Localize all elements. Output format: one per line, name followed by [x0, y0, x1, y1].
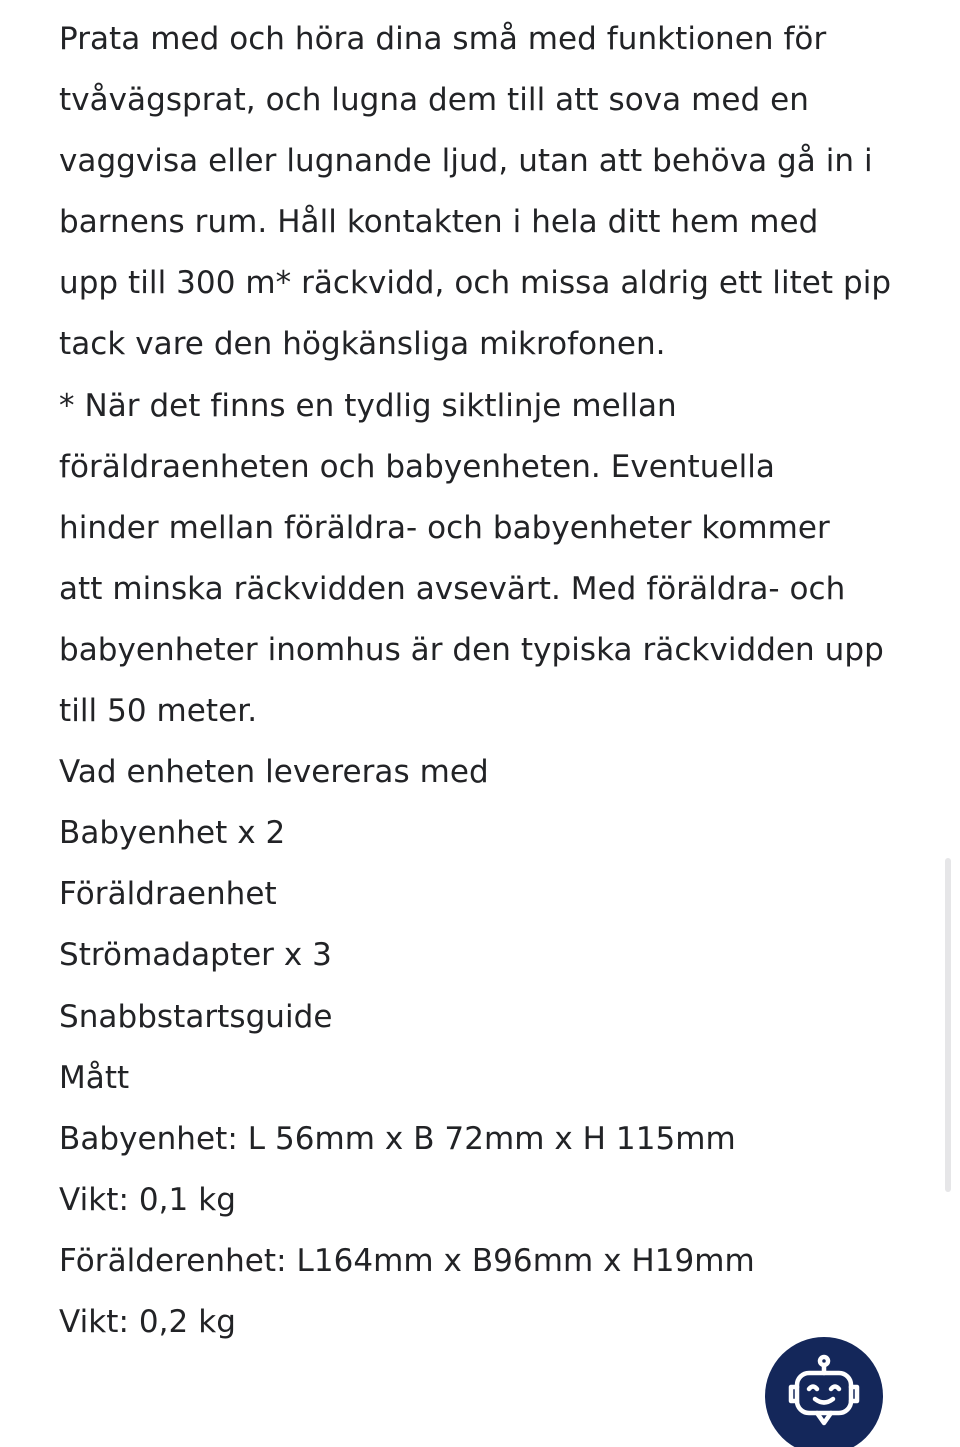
- description-line: barnens rum. Håll kontakten i hela ditt hem med: [59, 204, 819, 241]
- box-contents-item: Babyenhet x 2: [59, 815, 286, 852]
- chat-assistant-button[interactable]: [765, 1337, 883, 1447]
- description-line: tvåvägsprat, och lugna dem till att sova med en: [59, 82, 809, 119]
- chatbot-robot-icon: [779, 1351, 869, 1441]
- description-line: upp till 300 m* räckvidd, och missa aldrig ett litet pip: [59, 265, 892, 302]
- range-footnote-line: hinder mellan föräldra- och babyenheter kommer: [59, 509, 830, 546]
- product-description: [59, 9, 919, 1353]
- box-contents-item: Strömadapter x 3: [59, 937, 332, 974]
- parent-unit-weight: Vikt: 0,2 kg: [59, 1303, 236, 1340]
- baby-unit-weight: Vikt: 0,1 kg: [59, 1181, 236, 1218]
- range-footnote-line: * När det finns en tydlig siktlinje mellan: [59, 387, 677, 424]
- box-contents-heading: Vad enheten levereras med: [59, 754, 489, 791]
- scrollbar-thumb[interactable]: [945, 858, 951, 1192]
- baby-unit-dimensions: Babyenhet: L 56mm x B 72mm x H 115mm: [59, 1120, 736, 1157]
- range-footnote-line: babyenheter inomhus är den typiska räckvidden upp: [59, 631, 884, 668]
- box-contents-item: Föräldraenhet: [59, 876, 277, 913]
- parent-unit-dimensions: Förälderenhet: L164mm x B96mm x H19mm: [59, 1242, 755, 1279]
- page-scrollbar[interactable]: [942, 858, 954, 1192]
- range-footnote-line: till 50 meter.: [59, 693, 258, 730]
- description-line: vaggvisa eller lugnande ljud, utan att behöva gå in i: [59, 143, 873, 180]
- description-line: Prata med och höra dina små med funktionen för: [59, 21, 827, 57]
- dimensions-heading: Mått: [59, 1059, 130, 1096]
- description-line: tack vare den högkänsliga mikrofonen.: [59, 326, 666, 363]
- box-contents-item: Snabbstartsguide: [59, 998, 333, 1035]
- range-footnote-line: föräldraenheten och babyenheten. Eventuella: [59, 448, 775, 485]
- range-footnote-line: att minska räckvidden avsevärt. Med föräldra- och: [59, 570, 846, 607]
